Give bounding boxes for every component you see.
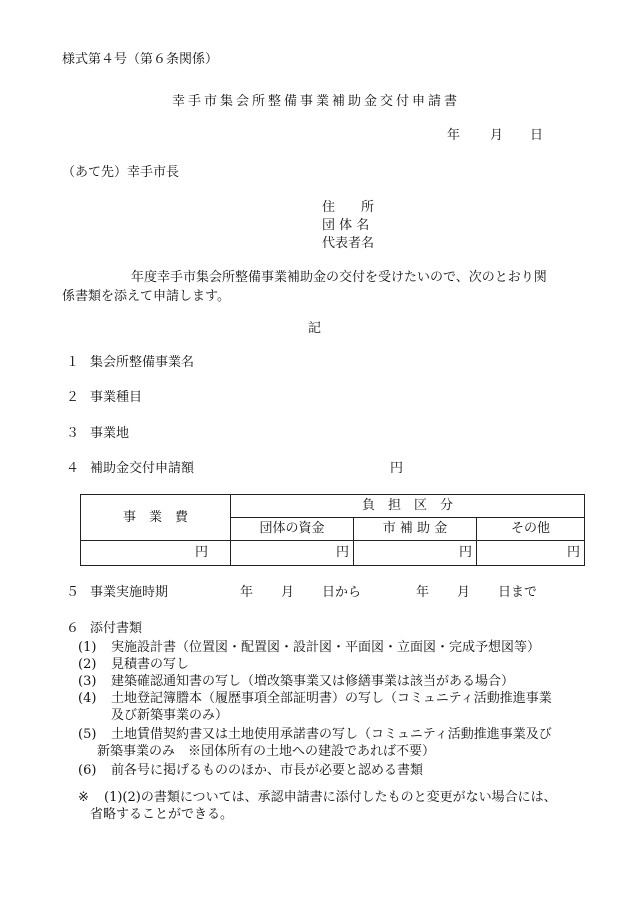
attachment-5-number: (5) [78, 727, 97, 742]
attachment-2-number: (2) [78, 657, 97, 672]
addressee: （あて先）幸手市長 [62, 165, 180, 180]
attachment-5-text: 土地賃借契約書又は土地使用承諾書の写し（コミュニティ活動推進事業及び [111, 727, 552, 742]
header-shi-hojokin: 市 補 助 金 [354, 518, 477, 541]
attachment-3-text: 建築確認通知書の写し（増改築事業又は修繕事業は該当がある場合） [111, 674, 515, 689]
ki-heading: 記 [308, 321, 322, 336]
applicant-org-label: 団 体 名 [322, 218, 370, 233]
item-4-yen-unit: 円 [390, 461, 404, 476]
intro-line-1: 年度幸手市集会所整備事業補助金の交付を受けたいので、次のとおり関 [131, 270, 547, 285]
attachment-6-number: (6) [78, 763, 97, 778]
item-6-number: ６ [66, 621, 80, 636]
item-3-label: 事業地 [90, 426, 130, 441]
attachment-1-number: (1) [78, 640, 97, 655]
attachment-4-text: 土地登記簿謄本（履歴事項全部証明書）の写し（コミュニティ活動推進事業 [111, 691, 552, 706]
note-line-1: (1)(2)の書類については、承認申請書に添付したものと変更がない場合には、 [104, 790, 557, 805]
date-month: 月 [490, 128, 504, 143]
applicant-address-label: 住 所 [322, 200, 375, 215]
period-start-year: 年 [240, 585, 254, 600]
item-5-number: ５ [66, 585, 80, 600]
attachment-1-text: 実施設計書（位置図・配置図・設計図・平面図・立面図・完成予想図等） [111, 640, 541, 655]
header-dantai-shikin: 団体の資金 [231, 518, 354, 541]
form-number: 様式第４号（第６条関係） [62, 52, 219, 67]
attachment-6-text: 前各号に掲げるもののほか、市長が必要と認める書類 [111, 763, 424, 778]
item-1-number: １ [66, 355, 80, 370]
attachment-5-continuation: 新築事業のみ ※団体所有の土地への建設であれば不要） [97, 744, 436, 759]
header-sonota: その他 [477, 518, 585, 541]
header-jigyohi: 事 業 費 [81, 495, 231, 541]
cost-share-table [80, 494, 585, 566]
cell-shi-hojokin-yen: 円 [354, 541, 477, 566]
period-start-month: 月 [281, 585, 295, 600]
item-4-label: 補助金交付申請額 [90, 461, 195, 476]
attachment-3-number: (3) [78, 674, 97, 689]
cell-sonota-yen: 円 [477, 541, 585, 566]
item-1-label: 集会所整備事業名 [90, 355, 195, 370]
attachment-2-text: 見積書の写し [111, 657, 190, 672]
note-mark: ※ [78, 790, 89, 805]
item-3-number: ３ [66, 426, 80, 441]
period-end-day: 日まで [498, 585, 538, 600]
note-line-2: 省略することができる。 [90, 807, 234, 822]
period-end-year: 年 [416, 585, 430, 600]
item-5-label: 事業実施時期 [90, 585, 169, 600]
date-day: 日 [530, 128, 544, 143]
attachment-4-continuation: 及び新築事業のみ） [111, 708, 229, 723]
attachment-4-number: (4) [78, 691, 97, 706]
header-futan-kubun: 負 担 区 分 [231, 495, 585, 518]
item-4-number: ４ [66, 461, 80, 476]
document-title: 幸手市集会所整備事業補助金交付申請書 [172, 94, 461, 109]
date-year: 年 [447, 128, 461, 143]
cell-jigyohi-yen: 円 [81, 541, 231, 566]
item-6-label: 添付書類 [90, 621, 143, 636]
intro-line-2: 係書類を添えて申請します。 [62, 289, 230, 304]
period-end-month: 月 [457, 585, 471, 600]
applicant-rep-label: 代表者名 [322, 236, 375, 251]
item-2-number: ２ [66, 390, 80, 405]
cell-dantai-yen: 円 [231, 541, 354, 566]
period-start-day: 日から [322, 585, 362, 600]
item-2-label: 事業種目 [90, 390, 143, 405]
